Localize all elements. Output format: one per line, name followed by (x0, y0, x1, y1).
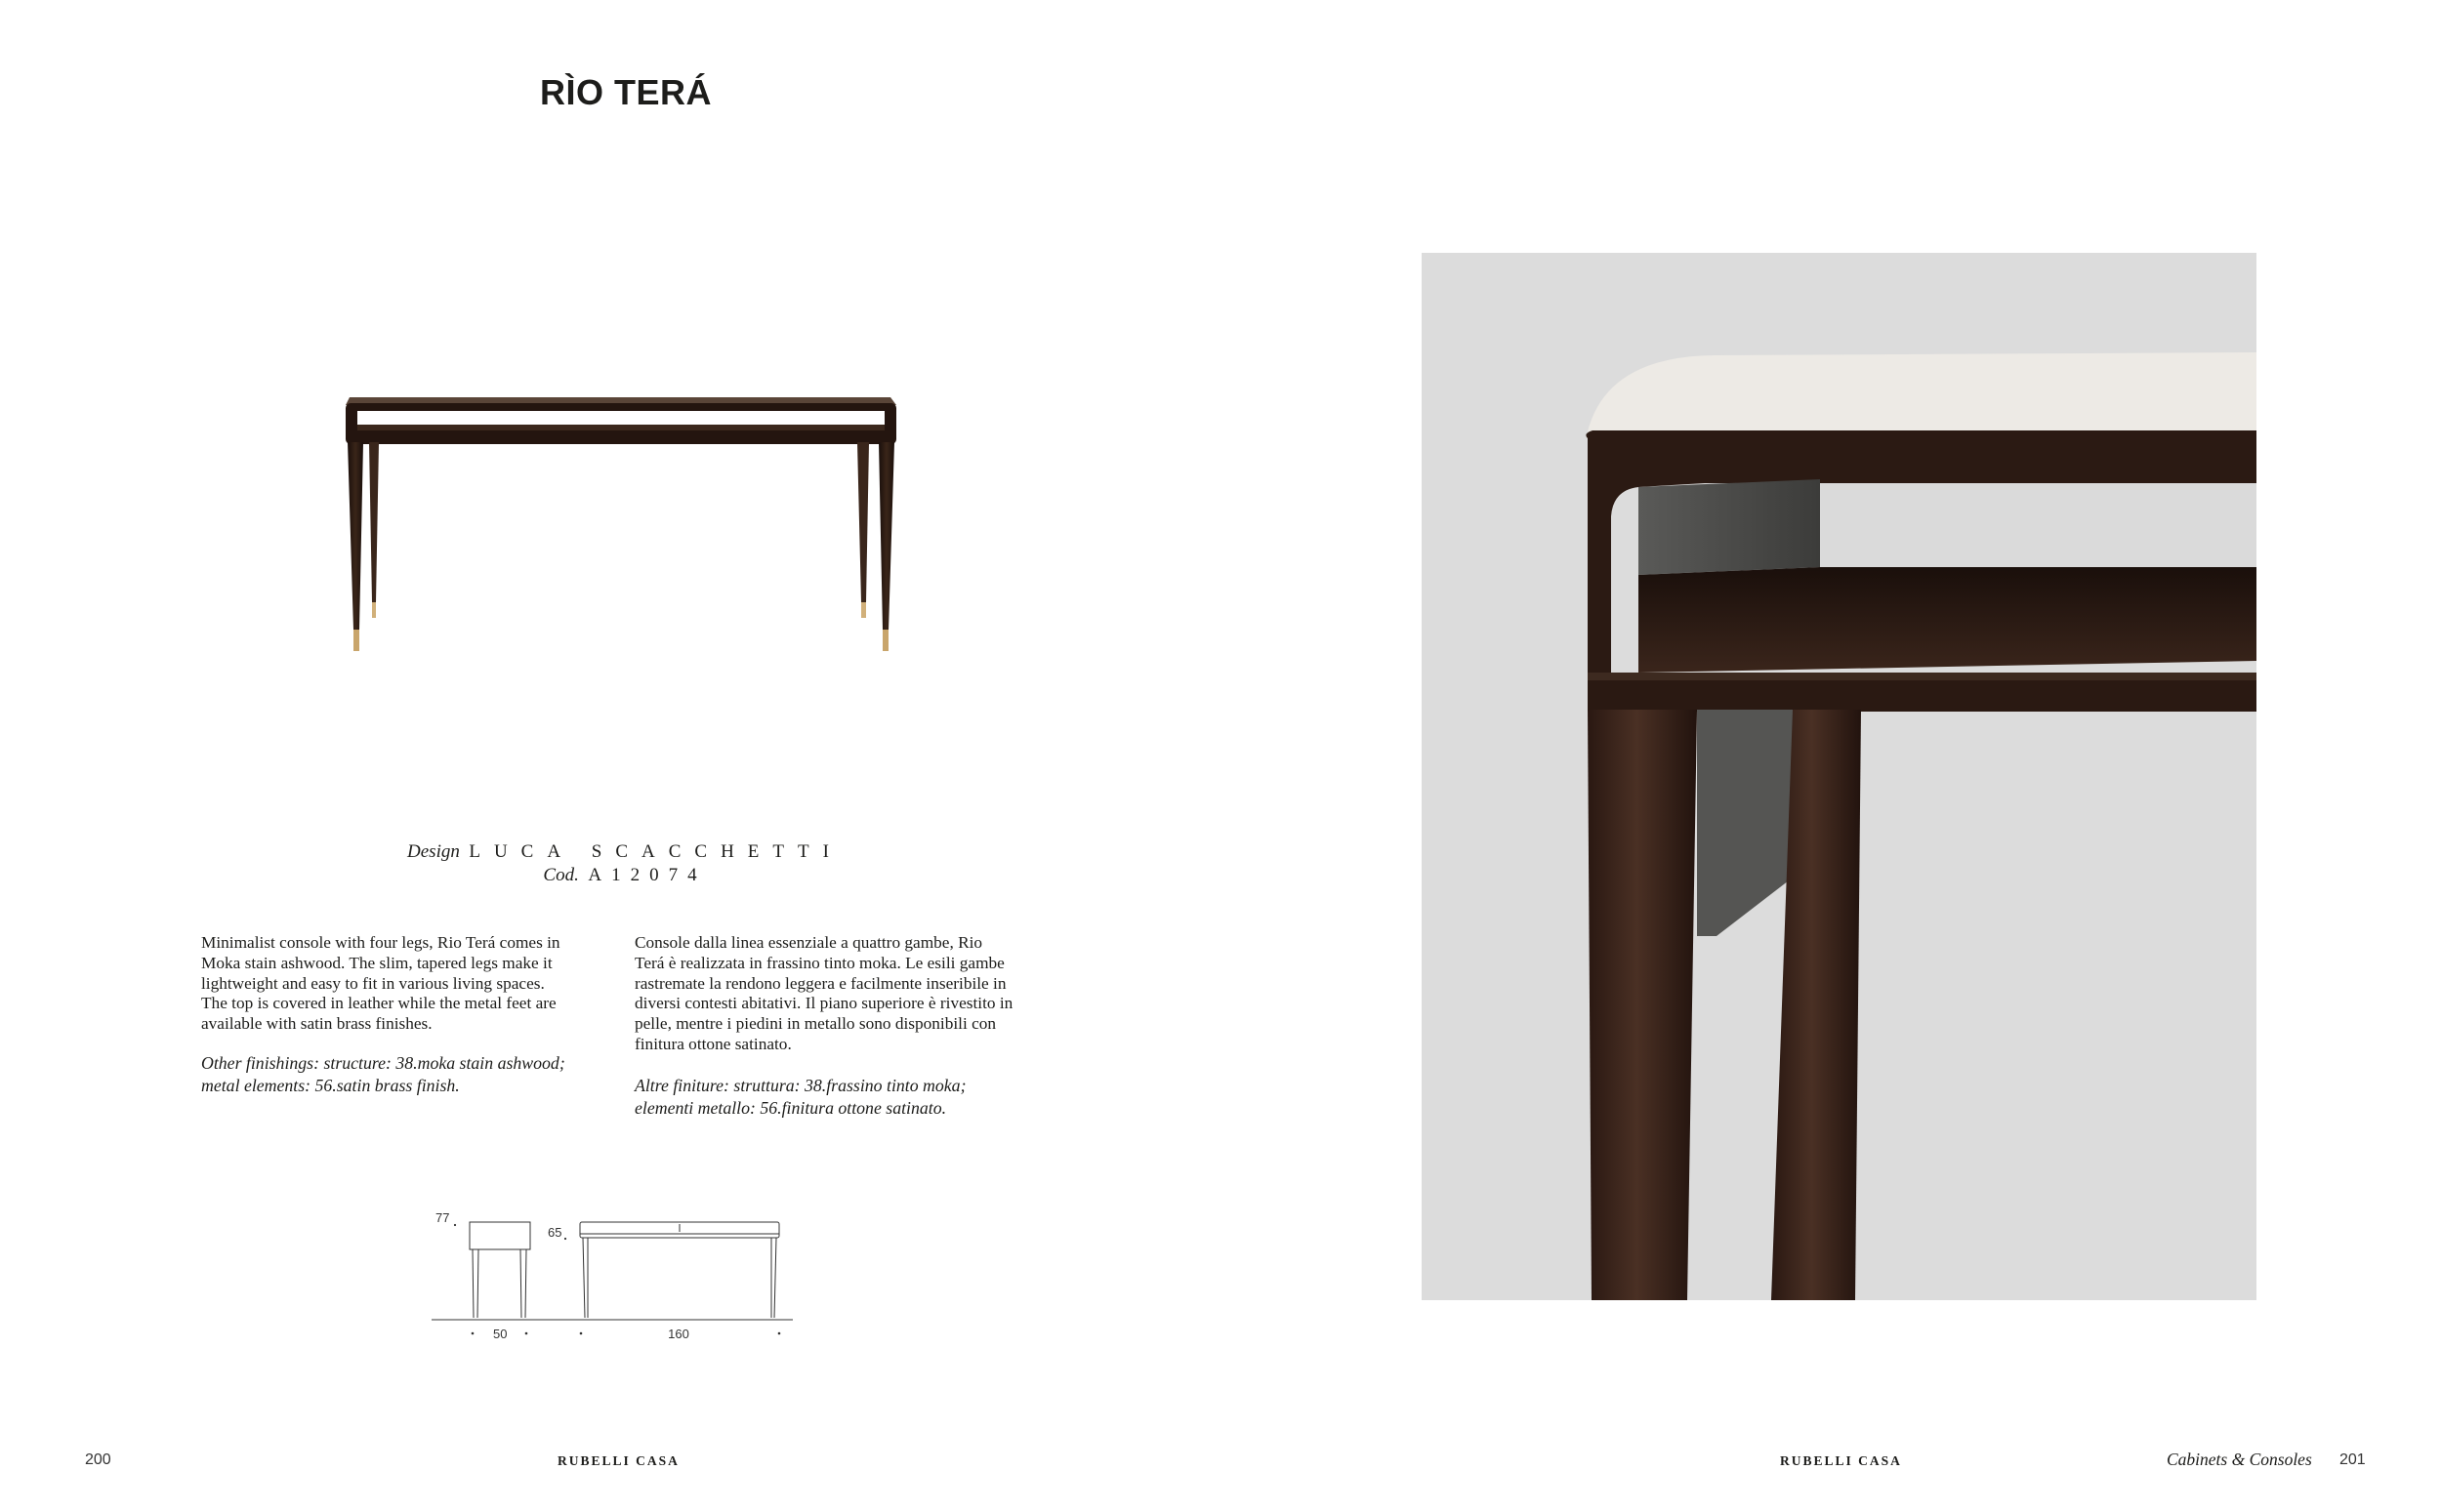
text-line: Other finishings: structure: 38.moka stain ashwood; (201, 1053, 565, 1073)
dimension-drawing (430, 1210, 801, 1347)
text-line: diversi contesti abitativi. Il piano superiore è rivestito in (635, 994, 1014, 1013)
text-line: Terá è realizzata in frassino tinto moka. Le esili gambe (635, 953, 1005, 972)
description-italian (635, 933, 1025, 1055)
console-product-image (342, 386, 908, 669)
code-label: Cod. (543, 865, 579, 885)
console-detail-photo (1422, 253, 2256, 1300)
width-label: 160 (668, 1327, 689, 1341)
text-line: Console dalla linea essenziale a quattro gambe, Rio (635, 933, 983, 952)
text-line: metal elements: 56.satin brass finish. (201, 1076, 460, 1095)
text-line: rastremate la rendono leggera e facilmente inseribile in (635, 973, 1007, 993)
product-code (371, 865, 879, 886)
designer-name: LUCA SCACCHETTI (469, 841, 843, 862)
text-line: finitura ottone satinato. (635, 1034, 792, 1053)
design-label: Design (407, 841, 460, 862)
description-english (201, 933, 582, 1035)
text-line: pelle, mentre i piedini in metallo sono disponibili con (635, 1014, 997, 1034)
finishings-english (201, 1052, 601, 1097)
section-label: Cabinets & Consoles (2167, 1450, 2312, 1469)
product-title: RÌO TERÁ (540, 72, 713, 112)
text-line: Minimalist console with four legs, Rio Terá comes in (201, 933, 560, 952)
text-line: The top is covered in leather while the metal feet are (201, 994, 557, 1013)
finishings-italian (635, 1075, 1035, 1120)
code-value: A12074 (588, 865, 707, 885)
side-view-top (470, 1222, 530, 1249)
front-height-label: 65 (548, 1225, 562, 1240)
text-line: Altre finiture: struttura: 38.frassino tinto moka; (635, 1076, 967, 1095)
text-line: elementi metallo: 56.finitura ottone satinato. (635, 1098, 947, 1118)
text-line: lightweight and easy to fit in various living spaces. (201, 973, 545, 993)
page-number-right: 201 (2339, 1451, 2366, 1468)
design-credit (371, 841, 879, 863)
text-line: Moka stain ashwood. The slim, tapered legs make it (201, 953, 553, 972)
brand-right: RUBELLI CASA (1780, 1453, 1902, 1468)
side-height-label: 77 (435, 1210, 450, 1225)
depth-label: 50 (493, 1327, 508, 1341)
page-number-left: 200 (85, 1451, 111, 1468)
text-line: available with satin brass finishes. (201, 1014, 433, 1034)
brand-left: RUBELLI CASA (558, 1453, 680, 1468)
